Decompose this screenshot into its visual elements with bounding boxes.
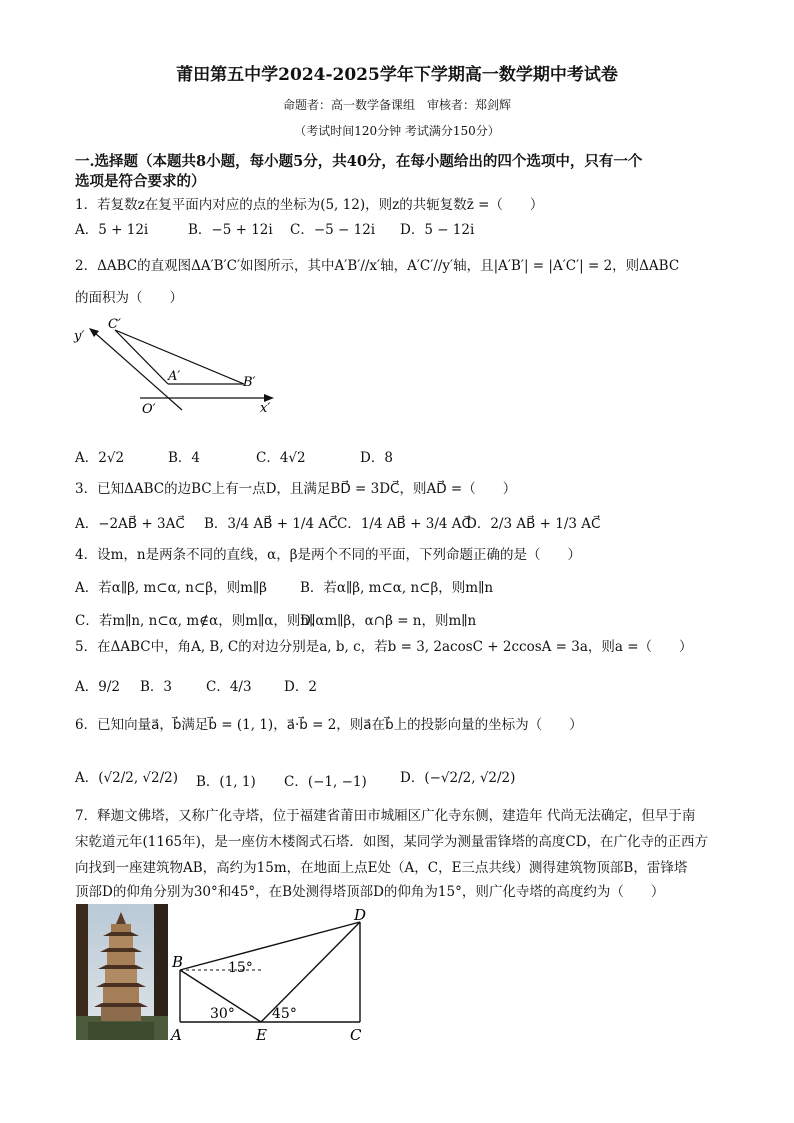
section-heading-line1: 一.选择题（本题共8小题，每小题5分，共40分，在每小题给出的四个选项中，只有一个 [75, 153, 643, 170]
q4-option-c: C．若m∥n, n⊂α, m∉α，则m∥α，则n∥α [75, 613, 325, 629]
q1-option-d: D．5 − 12i [400, 222, 475, 238]
q7-line2: 宋乾道元年(1165年)，是一座仿木楼阁式石塔．如图，某同学为测量雷锋塔的高度CD，在广化寺的正西方 [75, 834, 709, 850]
section-heading-line2: 选项是符合要求的） [75, 173, 206, 190]
q1-option-b: B．−5 + 12i [188, 222, 273, 238]
q7-geometry-figure [168, 904, 378, 1044]
q6-option-d: D．(−√2/2, √2/2) [400, 770, 516, 786]
exam-authors: 命题者：高一数学备课组 审核者：郑剑辉 [282, 98, 511, 112]
label-d: D [354, 906, 367, 924]
label-o: O′ [142, 402, 156, 417]
q5-option-a: A．9/2 [75, 679, 120, 695]
q6-option-c: C．(−1, −1) [284, 774, 367, 790]
q2-option-c: C．4√2 [256, 450, 306, 466]
label-a: A′ [168, 369, 181, 384]
label-e: E [256, 1026, 267, 1044]
label-x: x′ [260, 401, 271, 416]
q4-option-b: B．若α∥β, m⊂α, n⊂β，则m∥n [300, 580, 494, 596]
exam-info: （考试时间120分钟 考试满分150分） [294, 124, 500, 138]
angle-30: 30° [210, 1006, 235, 1022]
angle-45: 45° [272, 1006, 297, 1022]
label-c: C′ [108, 317, 121, 332]
q3-option-c: C．1/4 AB⃗ + 3/4 AC⃗ [337, 516, 471, 532]
q3-option-d: D．2/3 AB⃗ + 1/3 AC⃗ [466, 516, 601, 532]
exam-title: 莆田第五中学2024-2025学年下学期高一数学期中考试卷 [176, 65, 618, 85]
label-b: B [172, 953, 184, 971]
q6-stem: 6．已知向量a⃗，b⃗满足b⃗ = (1, 1)，a⃗·b⃗ = 2，则a⃗在b⃗上的投影向量的坐标为（ ） [75, 717, 583, 733]
angle-15: 15° [228, 960, 253, 976]
label-b: B′ [243, 375, 256, 390]
label-c: C [350, 1026, 362, 1044]
q2-option-b: B．4 [168, 450, 201, 466]
q5-option-d: D．2 [284, 679, 317, 695]
q7-line3: 向找到一座建筑物AB，高约为15m，在地面上点E处（A，C，E三点共线）测得建筑物顶部B，雷锋塔 [75, 860, 688, 876]
q1-option-c: C．−5 − 12i [290, 222, 376, 238]
q2-stem-line2: 的面积为（ ） [75, 290, 183, 306]
line-bd [180, 922, 360, 970]
q2-option-d: D．8 [360, 450, 393, 466]
q3-stem: 3．已知ΔABC的边BC上有一点D，且满足BD⃗ = 3DC⃗，则AD⃗ =（ ） [75, 481, 517, 497]
q3-option-b: B．3/4 AB⃗ + 1/4 AC⃗ [204, 516, 338, 532]
q5-stem: 5．在ΔABC中，角A, B, C的对边分别是a, b, c，若b = 3, 2acosC + 2ccosA = 3a，则a =（ ） [75, 639, 693, 655]
q7-line1: 7．释迦文佛塔，又称广化寺塔，位于福建省莆田市城厢区广化寺东侧，建造年 代尚无法确定，但早于南 [75, 808, 696, 824]
label-y: y′ [74, 329, 85, 344]
q7-line4: 顶部D的仰角分别为30°和45°，在B处测得塔顶部D的仰角为15°，则广化寺塔的高度约为（ ） [75, 884, 665, 900]
label-a: A [171, 1026, 182, 1044]
q5-option-b: B．3 [140, 679, 173, 695]
q2-option-a: A．2√2 [75, 450, 125, 466]
q2-stem-line1: 2．ΔABC的直观图ΔA′B′C′如图所示，其中A′B′//x′轴，A′C′//y′轴，且|A′B′| = |A′C′| = 2，则ΔABC [75, 258, 680, 274]
q4-option-a: A．若α∥β, m⊂α, n⊂β，则m∥β [75, 580, 267, 596]
q4-option-d: D．m∥β，α∩β = n，则m∥n [300, 613, 477, 629]
q4-stem: 4．设m，n是两条不同的直线，α，β是两个不同的平面，下列命题正确的是（ ） [75, 547, 582, 563]
q1-stem: 1．若复数z在复平面内对应的点的坐标为(5, 12)，则z的共轭复数z̄ =（ ） [75, 197, 544, 213]
pagoda-photo [76, 904, 168, 1040]
q6-option-a: A．(√2/2, √2/2) [75, 770, 179, 786]
q1-option-a: A．5 + 12i [75, 222, 149, 238]
q5-option-c: C．4/3 [206, 679, 252, 695]
q2-oblique-figure [70, 310, 290, 425]
q3-option-a: A．−2AB⃗ + 3AC⃗ [75, 516, 185, 532]
q6-option-b: B．(1, 1) [196, 774, 256, 790]
